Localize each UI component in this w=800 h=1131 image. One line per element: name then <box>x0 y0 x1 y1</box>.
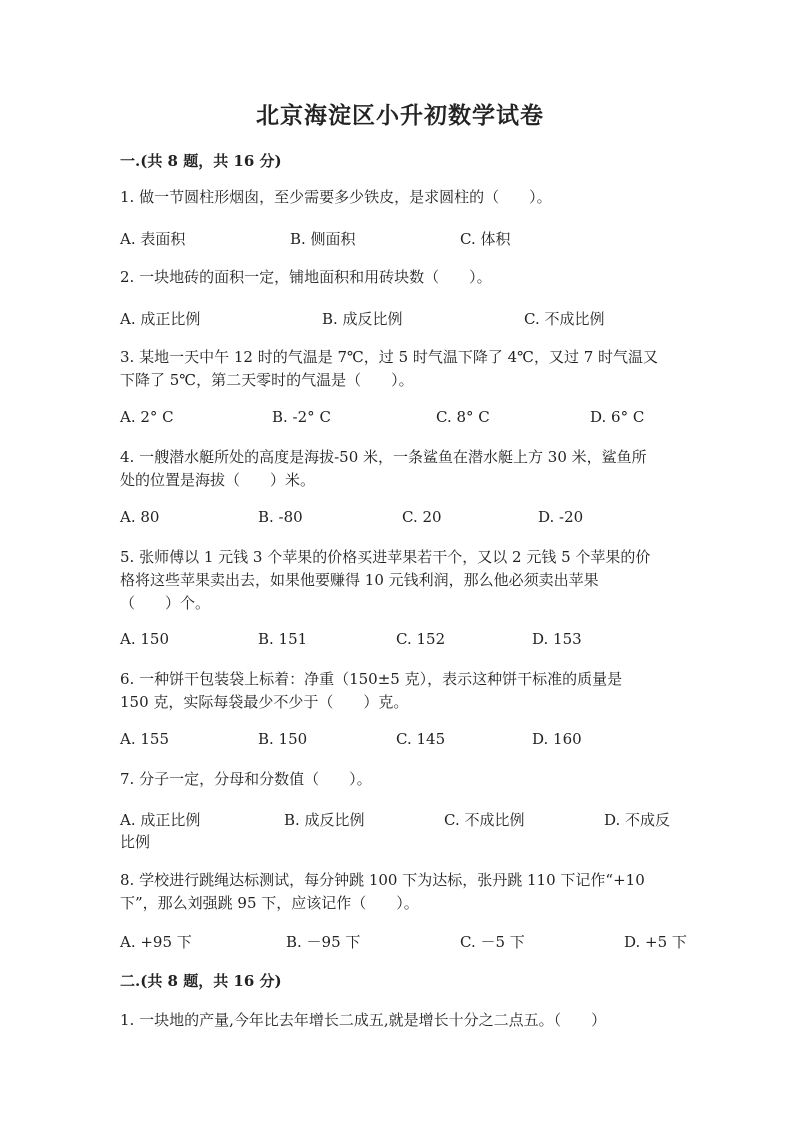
q5-option-a: A. 150 <box>120 630 169 648</box>
exam-title: 北京海淀区小升初数学试卷 <box>256 102 544 129</box>
q3-option-b: B. -2° C <box>272 408 331 426</box>
q1-option-a: A. 表面积 <box>120 230 186 248</box>
question-5-stem-line-1: 5. 张师傅以 1 元钱 3 个苹果的价格买进苹果若干个，又以 2 元钱 5 个苹果的价 <box>120 548 651 566</box>
q6-option-c: C. 145 <box>396 730 446 748</box>
q7-option-c: C. 不成比例 <box>444 811 525 829</box>
question-7-stem: 7. 分子一定，分母和分数值（ ）。 <box>120 770 372 788</box>
section-2-heading: 二.(共 8 题，共 16 分) <box>120 972 282 990</box>
q2-option-c: C. 不成比例 <box>524 310 605 328</box>
q4-option-a: A. 80 <box>120 508 160 526</box>
question-2-stem: 2. 一块地砖的面积一定，铺地面积和用砖块数（ ）。 <box>120 268 492 286</box>
q6-option-b: B. 150 <box>258 730 308 748</box>
q7-option-a: A. 成正比例 <box>120 811 201 829</box>
q3-option-d: D. 6° C <box>590 408 645 426</box>
q4-option-b: B. -80 <box>258 508 303 526</box>
q4-option-d: D. -20 <box>538 508 584 526</box>
q8-option-c: C. －5 下 <box>460 933 525 951</box>
section-2-question-1-stem: 1. 一块地的产量,今年比去年增长二成五,就是增长十分之二点五。（ ） <box>120 1011 607 1029</box>
question-3-stem-line-1: 3. 某地一天中午 12 时的气温是 7℃，过 5 时气温下降了 4℃，又过 7 时气温又 <box>120 348 659 366</box>
question-4-stem-line-1: 4. 一艘潜水艇所处的高度是海拔-50 米，一条鲨鱼在潜水艇上方 30 米，鲨鱼所 <box>120 448 647 466</box>
question-5-stem-line-2: 格将这些苹果卖出去，如果他要赚得 10 元钱利润，那么他必须卖出苹果 <box>120 571 599 589</box>
q3-option-c: C. 8° C <box>436 408 490 426</box>
q8-option-b: B. －95 下 <box>286 933 361 951</box>
q1-option-b: B. 侧面积 <box>290 230 356 248</box>
q7-option-b: B. 成反比例 <box>284 811 365 829</box>
q2-option-b: B. 成反比例 <box>322 310 403 328</box>
q5-option-c: C. 152 <box>396 630 446 648</box>
q4-option-c: C. 20 <box>402 508 442 526</box>
question-5-stem-line-3: （ ）个。 <box>120 594 211 612</box>
question-8-stem-line-1: 8. 学校进行跳绳达标测试，每分钟跳 100 下为达标，张丹跳 110 下记作“+10 <box>120 871 645 889</box>
q7-option-d-wrap: 比例 <box>120 833 151 851</box>
question-4-stem-line-2: 处的位置是海拔（ ）米。 <box>120 471 316 489</box>
question-3-stem-line-2: 下降了 5℃，第二天零时的气温是（ ）。 <box>120 371 414 389</box>
q6-option-a: A. 155 <box>120 730 169 748</box>
q6-option-d: D. 160 <box>532 730 582 748</box>
question-6-stem-line-1: 6. 一种饼干包装袋上标着：净重（150±5 克），表示这种饼干标准的质量是 <box>120 670 623 688</box>
q8-option-a: A. +95 下 <box>120 933 192 951</box>
q1-option-c: C. 体积 <box>460 230 511 248</box>
question-1-stem: 1. 做一节圆柱形烟囱，至少需要多少铁皮，是求圆柱的（ ）。 <box>120 188 552 206</box>
question-8-stem-line-2: 下”，那么刘强跳 95 下，应该记作（ ）。 <box>120 894 419 912</box>
q5-option-b: B. 151 <box>258 630 308 648</box>
q8-option-d: D. +5 下 <box>624 933 687 951</box>
section-1-heading: 一.(共 8 题，共 16 分) <box>120 152 282 170</box>
q7-option-d: D. 不成反 <box>604 811 671 829</box>
q2-option-a: A. 成正比例 <box>120 310 201 328</box>
question-6-stem-line-2: 150 克，实际每袋最少不少于（ ）克。 <box>120 693 409 711</box>
q5-option-d: D. 153 <box>532 630 582 648</box>
q3-option-a: A. 2° C <box>120 408 174 426</box>
